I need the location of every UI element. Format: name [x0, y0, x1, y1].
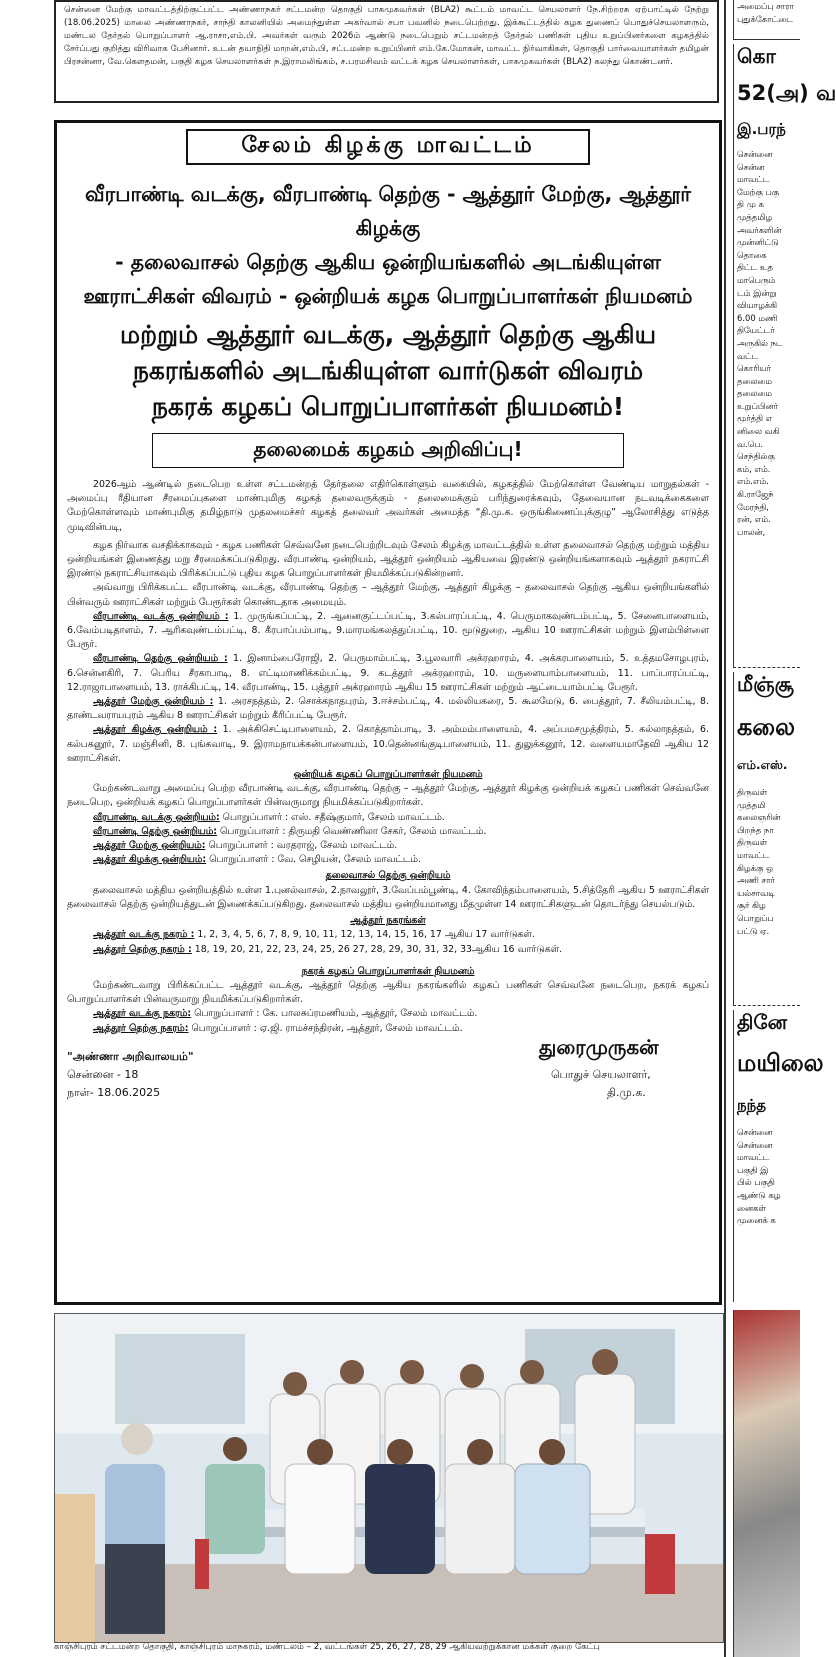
right-article-line: யல்சாவடி	[737, 887, 775, 898]
city-name: சென்னை - 18	[67, 1067, 139, 1081]
right-article-line: எம்.எம்.	[737, 476, 769, 487]
para-1: 2026ஆம் ஆண்டில் நடைபெற உள்ள சட்டமன்றத் தேர்தலை எதிர்கொள்ளும் வகையில், கழகத்தில் மேற்கொள்ள வேண்டிய மாறுதல்கள் - அமைப்பு ரீதியான சீரமைப்புகளை மாண்புமிகு கழகத் தலைவருக்கும் - தலைமைக்கும் பரிந்துரைக்கவும், தேவையான நடவடிக்கைகளை மேற்கொள்ளவும் மாண்புமிகு தமிழ்நாடு முதலமைச்சர் கழகத் தலைவர் அவர்கள் அமைத்த “தி.மு.க. ஒருங்கிணைப்புக்குழு” ஆலோசித்து எடுத்த முடிவின்படி,	[67, 479, 709, 533]
right-article-line: சென்னை	[737, 1139, 773, 1150]
right-photo-fragment	[733, 1310, 800, 1657]
right-article-line: கம், எம்.	[737, 463, 771, 474]
right-article-4	[733, 1010, 824, 1302]
town-item	[67, 943, 709, 957]
right-article-2-body	[737, 148, 800, 538]
appointment-item	[67, 811, 709, 825]
right-article-line: தொகை	[737, 249, 767, 260]
town-label: ஆத்தூர் வடக்கு நகரம் :	[93, 929, 195, 941]
appointment-text: பொறுப்பாளர் : எஸ். சதீஷ்குமார், சேலம் மாவட்டம்.	[222, 811, 445, 823]
right-article-line: மாவட்ட	[737, 849, 770, 860]
para-6: மேற்கண்டவாறு பிரிக்கப்பட்ட ஆத்தூர் வடக்கு, ஆத்தூர் தெற்கு ஆகிய நகரங்களில் கழகப் பணிகள் செவ்வனே நடைபெற, நகரக் கழகப் பொறுப்பாளர்கள் பின்வருமாறு நியமிக்கப்படுகிறார்கள்.	[67, 979, 709, 1006]
photo-caption: காஞ்சிபுரம் சட்டமன்ற தொகுதி, காஞ்சிபுரம் மாநகரம், மண்டலம் – 2, வட்டங்கள் 25, 26, 27, 28, 29 ஆகியவற்றுக்கான மக்கள் குறை கேட்பு	[54, 1642, 600, 1652]
appointment-text: பொறுப்பாளர் : திருமதி வெண்ணிலா சேகர், சேலம் மாவட்டம்.	[220, 825, 487, 837]
signatory-name: துரைமுருகன்	[539, 1034, 659, 1059]
right-article-line: கி.ராஜேந்	[737, 489, 774, 500]
right-article-line: சென்ன	[737, 161, 765, 172]
right-article-line: பாலன்,	[737, 526, 766, 537]
place-name: "அண்ணா அறிவாலயம்"	[67, 1049, 194, 1063]
appointment-label: வீரபாண்டி வடக்கு ஒன்றியம்:	[93, 811, 220, 823]
right-article-1	[733, 0, 800, 40]
section-heading-union-resp: ஒன்றியக் கழகப் பொறுப்பாளர்கள் நியமனம்	[293, 769, 483, 781]
event-photo	[54, 1313, 724, 1643]
right-article-line: மாவட்ட	[737, 174, 770, 185]
right-article-3-heading: மீஞ்சூ	[737, 672, 794, 696]
top-article-text: சென்னை மேற்கு மாவட்டத்திற்குட்பட்ட அண்ணாநகர் சட்டமன்ற தொகுதி பாகமுகவர்கள் (BLA2) கூட்டம் மாவட்ட செயலாளர் நே.சிற்றரசு ஏற்பாட்டில் நேற்று (18.06.2025) மாலை அண்ணாநகர், சாந்தி காலனியில் அமைந்துள்ள அகர்வால் சபா பவனில் நடைபெற்றது. இக்கூட்டத்தில் கழக துணைப் பொதுச்செயலாளரும், மண்டல தேர்தல் பொறுப்பாளர் ஆ.ராசா,எம்.பி. அவர்கள் வரும் 2026ம் ஆண்டு நடைபெறும் சட்டமன்றத் தேர்தல் பணிகள் புதிய உறுப்பினர்களை கழகத்தில் சேர்ப்பது குறித்து விரிவாக பேசினார். உடன் தயாநிதி மாறன்,எம்.பி, சட்டமன்ற உறுப்பினர் எம்.கே.மோகன், மாவட்ட நிர்வாகிகள், தொகுதி பார்வையாளர்கள் தமிழன் பிரசன்னா, வே.கௌதமன், பகுதி கழக செயலாளர்கள் ந.இராமலிங்கம், ச.பரமசிவம் வட்டக் கழக செயலாளர்கள், பாகமுகவர்கள் (BLA2) கலந்து கொண்டனர்.	[64, 5, 709, 67]
right-article-line: அருகில் நட	[737, 337, 783, 348]
right-article-2	[733, 44, 836, 668]
right-article-2-subheading: 52(அ) வ	[737, 81, 836, 105]
right-article-line: மூர்த்தி எ	[737, 413, 773, 424]
signature-block	[67, 1034, 709, 1104]
right-article-line: பிறந்த நா	[737, 824, 774, 835]
right-article-line: கலைஞரின்	[737, 812, 781, 823]
union-list-item	[67, 652, 709, 695]
right-article-line: முன்னிட்டு	[737, 237, 779, 248]
union-label: வீரபாண்டி வடக்கு ஒன்றியம் :	[93, 610, 229, 622]
right-article-1-line: புதுக்கோட்டை	[737, 13, 793, 24]
para-3: அவ்வாறு பிரிக்கபட்ட வீரபாண்டி வடக்கு, வீரபாண்டி தெற்கு – ஆத்தூர் மேற்கு, ஆத்தூர் கிழக்கு – தலைவாசல் தெற்கு ஆகிய ஒன்றியங்களில் பின்வரும் ஊராட்சிகள் மற்றும் பேரூர்கள் கொண்டதாக அமையும்.	[67, 582, 709, 608]
section-heading-towns: ஆத்தூர் நகரங்கள்	[350, 915, 426, 927]
appointment-item	[67, 825, 709, 839]
right-article-line: சென்னை	[737, 1127, 773, 1137]
right-article-line: னைகள்	[737, 1202, 766, 1213]
right-article-2-heading: கொ	[737, 44, 776, 68]
union-label: ஆத்தூர் மேற்கு ஒன்றியம் :	[93, 696, 214, 708]
town-label: ஆத்தூர் தெற்கு நகரம் :	[93, 943, 192, 955]
union-list-item	[67, 695, 709, 723]
headline-block	[67, 177, 709, 313]
town-item	[67, 928, 709, 942]
right-article-line: பகுதி இ	[737, 1164, 769, 1175]
union-label: வீரபாண்டி தெற்கு ஒன்றியம் :	[93, 653, 228, 665]
right-article-line: னிலை வகி	[737, 426, 780, 437]
union-list-item	[67, 723, 709, 766]
right-article-line: பில் பகுதி	[737, 1177, 775, 1188]
column-divider	[724, 0, 726, 1657]
appointment-label: ஆத்தூர் கிழக்கு ஒன்றியம்:	[93, 854, 207, 866]
right-article-line: வ.பெ.	[737, 438, 764, 449]
para-4: மேற்கண்டவாறு அமைப்பு பெற்ற வீரபாண்டி வடக்கு, வீரபாண்டி தெற்கு – ஆத்தூர் மேற்கு, ஆத்தூர் கிழக்கு ஒன்றியக் கழகப் பணிகள் செவ்வனே நடைபெற, ஒன்றியக் கழகப் பொறுப்பாளர்கள் பின்வருமாறு நியமிக்கப்படுகிறார்கள்.	[67, 783, 709, 809]
para-5: தலைவாசல் மத்திய ஒன்றியத்தில் உள்ள 1.புனல்வாசல், 2.நாவலூர், 3.வேப்பம்பூண்டி, 4. கோவிந்தம்பாளையம், 5.சித்தேரி ஆகிய 5 ஊராட்சிகள் தலைவாசல் தெற்கு ஒன்றியத்துடன் இணைக்கப்படுகிறது. தலைவாசல் மத்திய ஒன்றியமானது மீதமுள்ள 14 ஊராட்சிகளுடன் தொடர்ந்து செயல்படும்.	[67, 884, 709, 910]
right-article-line: 6.00 மணி	[737, 312, 778, 323]
headline-line: ஊராட்சிகள் விவரம் - ஒன்றியக் கழக பொறுப்பாளர்கள் நியமனம்	[83, 284, 693, 308]
right-article-line: கொரியர்	[737, 363, 771, 374]
town-appointment-text: பொறுப்பாளர் : ஏ.ஜி. ராமச்சந்திரன், ஆத்தூர், சேலம் மாவட்டம்.	[191, 1022, 463, 1034]
right-column-articles	[733, 0, 836, 1657]
right-article-4-body	[737, 1126, 800, 1227]
union-villages: 1. அக்கிசெட்டிபாளையம், 2. கொத்தாம்பாடி, 3. அம்மம்பாளையம், 4. அப்பமசமுத்திரம், 5. கல்லாநத்தம், 6. கல்பகனூர், 7. மஞ்சினி, 8. புங்கவாடி, 9. இராமநாயக்கன்பாளையம், 10.தென்னங்குடிபாளையம், 11. துலுக்கனூர், 12. வளையமாதேவி ஆகிய 12 ஊராட்சிகள்.	[67, 724, 709, 764]
headline-line: - தலைவாசல் தெற்கு ஆகிய ஒன்றியங்களில் அடங்கியுள்ள	[115, 250, 661, 274]
party-name: தி.மு.க.	[607, 1085, 646, 1099]
town-appointment-item	[67, 1022, 709, 1036]
headline2-block	[67, 317, 709, 425]
right-article-line: மாபெரும்	[737, 274, 776, 285]
right-article-line: மேரந்தி,	[737, 501, 769, 512]
right-article-line: செந்தில்கு	[737, 451, 775, 462]
right-article-line: மாவட்ட	[737, 1152, 770, 1163]
town-appointment-item	[67, 1007, 709, 1021]
right-article-line: முத்தமி	[737, 799, 766, 810]
appointment-text: பொறுப்பாளர் : வரதராஜ், சேலம் மாவட்டம்.	[208, 840, 398, 852]
right-article-line: வியாழக்கி	[737, 300, 778, 311]
headquarters-notice: தலைமைக் கழகம் அறிவிப்பு!	[152, 433, 624, 468]
right-article-line: திட்ட உத	[737, 262, 773, 273]
right-article-line: வட்ட	[737, 350, 759, 361]
town-wards: 1, 2, 3, 4, 5, 6, 7, 8, 9, 10, 11, 12, 13, 14, 15, 16, 17 ஆகிய 17 வார்டுகள்.	[197, 929, 535, 941]
appointment-label: வீரபாண்டி தெற்கு ஒன்றியம்:	[93, 825, 218, 837]
appointment-text: பொறுப்பாளர் : வே. செழியன், சேலம் மாவட்டம்.	[209, 854, 421, 866]
announcement-body	[67, 478, 709, 1104]
section-heading-thalaivasal: தலைவாசல் தெற்கு ஒன்றியம்	[325, 870, 451, 882]
right-article-line: சூர் கிழ	[737, 900, 766, 911]
right-article-line: சென்னை	[737, 149, 773, 159]
district-title: சேலம் கிழக்கு மாவட்டம்	[186, 129, 590, 165]
right-article-line: ஆண்டு கழ	[737, 1189, 781, 1200]
headline2-line: நகரங்களில் அடங்கியுள்ள வார்டுகள் விவரம்	[132, 356, 644, 385]
right-article-3-subheading: கலை	[737, 713, 795, 741]
union-villages: 1. அரசநத்தம், 2. சொக்கநாதபுரம், 3.ஈச்சம்பட்டி, 4. மல்லியகரை, 5. கூலமேடு, 6. பைத்தூர், 7. சீலியம்பட்டி, 8. தாண்டவராயபுரம் ஆகிய 8 ஊராட்சிகள் மற்றும் கீரிப்பட்டி பேரூர்.	[67, 696, 709, 722]
headline-line: வீரபாண்டி வடக்கு, வீரபாண்டி தெற்கு - ஆத்தூர் மேற்கு, ஆத்தூர் கிழக்கு	[85, 182, 691, 240]
union-list-item	[67, 610, 709, 653]
right-article-line: தலைமை	[737, 388, 772, 399]
right-article-3-body	[737, 786, 800, 937]
right-article-line: டம் இன்று	[737, 287, 777, 298]
right-article-3	[733, 672, 800, 1006]
town-appointment-label: ஆத்தூர் தெற்கு நகரம்:	[93, 1022, 189, 1034]
right-article-line: அணி சார்	[737, 875, 775, 886]
town-appointment-text: பொறுப்பாளர் : கே. பாலசுப்ரமணியம், ஆத்தூர், சேலம் மாவட்டம்.	[194, 1008, 478, 1020]
right-article-4-subheading: மயிலை	[737, 1049, 824, 1077]
right-article-4-byline: நந்த	[737, 1096, 767, 1114]
town-appointment-label: ஆத்தூர் வடக்கு நகரம்:	[93, 1008, 192, 1020]
right-article-line: முத்தமிழ	[737, 211, 773, 222]
appointment-item	[67, 839, 709, 853]
town-wards: 18, 19, 20, 21, 22, 23, 24, 25, 26 27, 28, 29, 30, 31, 32, 33ஆகிய 16 வார்டுகள்.	[194, 943, 563, 955]
right-article-line: உறுப்பினர்	[737, 400, 778, 411]
meeting-photo-illustration	[55, 1314, 723, 1642]
right-article-line: பட்டு ஏ.	[737, 925, 770, 936]
right-article-3-byline: எம்.எஸ்.	[737, 758, 788, 772]
signatory-designation: பொதுச் செயலாளர்,	[551, 1067, 651, 1081]
right-article-line: அவர்களின்	[737, 224, 782, 235]
right-article-line: திருவள்	[737, 837, 768, 848]
top-news-article	[54, 0, 719, 103]
right-article-line: தி மு க	[737, 199, 764, 210]
announcement-box	[54, 120, 722, 1305]
union-villages: 1. இனாம்பைரோஜி, 2. பெருமாம்பட்டி, 3.பூலவாரி அக்ரஹாரம், 4. அக்கரபாளையம், 5. உத்தமசோழபுரம், 6.சென்னகிரி, 7. பெரிய சீரகாபாடி, 8. எட்டிமாணிக்கம்பட்டி, 9. கடத்தூர் அக்ரஹாரம், 10. மருளையாம்பாளையம், 11. பாப்பாரப்பட்டி, 12.ராஜாபாளையம், 13. ராக்கிபட்டி, 14. வீரபாண்டி, 15. புத்தூர் அக்ரஹாரம் ஆகிய 15 ஊராட்சிகள் மற்றும் ஆட்டையாம்பட்டி பேரூர்.	[67, 653, 709, 693]
right-article-4-heading: தினே	[737, 1010, 787, 1034]
right-article-2-byline: இ.பரந்	[737, 120, 786, 138]
right-article-1-line: அமைப்பு சாரா	[737, 1, 794, 11]
headline2-line: மற்றும் ஆத்தூர் வடக்கு, ஆத்தூர் தெற்கு ஆகிய	[119, 320, 657, 349]
right-article-line: தியேட்டர்	[737, 325, 775, 336]
right-article-line: கிழக்கு ஒ	[737, 862, 774, 873]
right-article-line: பொறுப்ப	[737, 912, 774, 923]
appointment-item	[67, 853, 709, 867]
para-2: கழக நிர்வாக வசதிக்காகவும் - கழக பணிகள் செவ்வனே நடைபெற்றிடவும் சேலம் கிழக்கு மாவட்டத்தில் உள்ள தலைவாசல் தெற்கு மற்றும் மத்திய ஒன்றியங்கள் இணைத்து மறு சீரமைக்கப்படுகிறது. வீரபாண்டி ஒன்றியம், ஆத்தூர் ஒன்றியம் ஆகியவை இரண்டு ஒன்றியங்களாகவும் ஆத்தூர் நகராட்சி இரண்டு நகராட்சியாகவும் பிரிக்கப்பட்டு புதிய கழக பொறுப்பாளர்கள் நியமிக்கப்படுகின்றனர்.	[67, 539, 709, 580]
section-heading-town-resp: நகரக் கழகப் பொறுப்பாளர்கள் நியமனம்	[301, 965, 475, 977]
appointment-label: ஆத்தூர் மேற்கு ஒன்றியம்:	[93, 840, 206, 852]
right-article-line: திருவள்	[737, 787, 768, 797]
right-article-line: மேற்கு பகு	[737, 186, 780, 197]
date-text: நாள்- 18.06.2025	[67, 1085, 161, 1099]
right-article-line: ரன், எம்.	[737, 514, 771, 525]
headline2-line: நகரக் கழகப் பொறுப்பாளர்கள் நியமனம்!	[151, 392, 625, 421]
right-article-line: தலைமை	[737, 375, 772, 386]
union-villages: 1. முருங்கப்பட்டி, 2. ஆனைகுட்டப்பட்டி, 3.கல்பாரப்பட்டி, 4. பெருமாகவுண்டம்பட்டி, 5. சேனைபாளையம், 6.வேம்படிதாளம், 7. ஆரிகவுண்டம்பட்டி, 8. கீரபாப்பம்பாடி, 9.மாரமங்கலத்துப்பட்டி, 10. மூடுதுறை, ஆகிய 10 ஊராட்சிகள் மற்றும் இளம்பிள்ளை பேரூர்.	[67, 610, 709, 651]
union-label: ஆத்தூர் கிழக்கு ஒன்றியம் :	[93, 724, 218, 736]
right-article-line: முனைக் க	[737, 1215, 776, 1226]
